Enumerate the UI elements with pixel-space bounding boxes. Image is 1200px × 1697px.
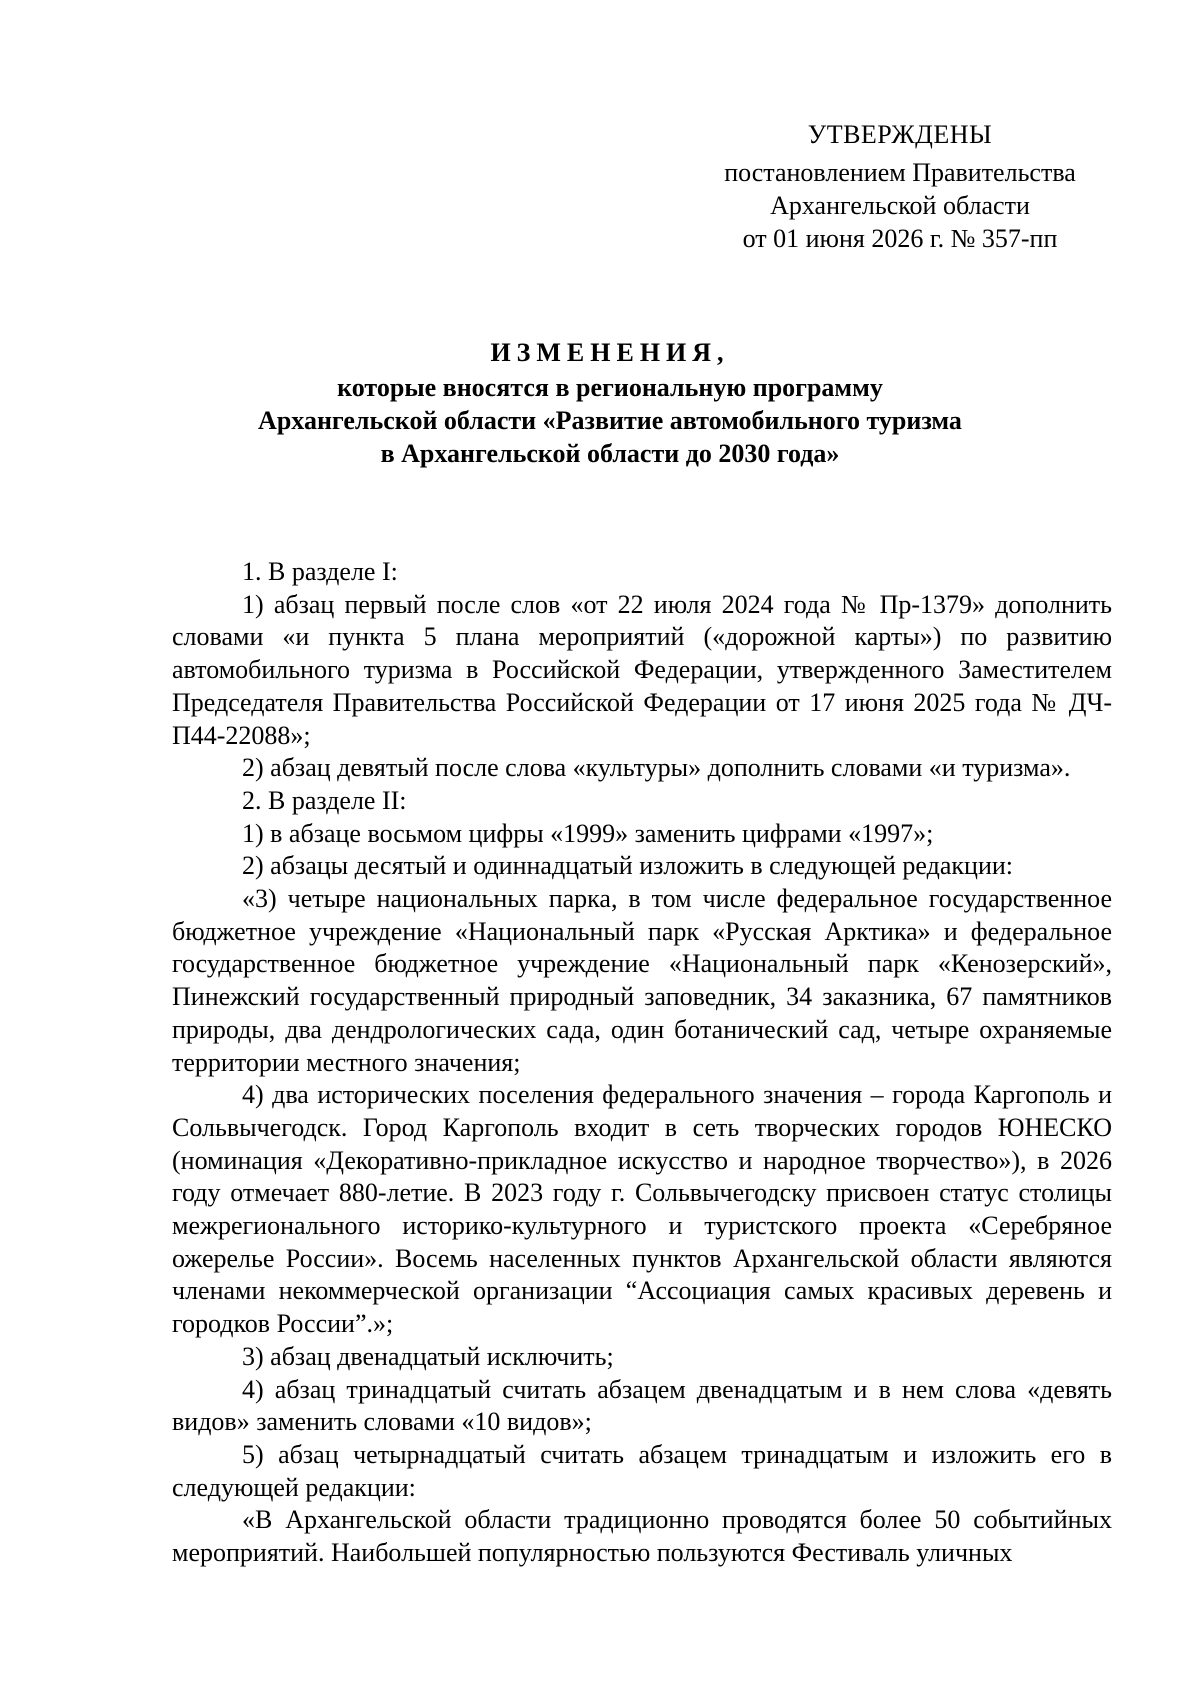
approval-line: Архангельской области <box>770 191 1030 220</box>
title-line: которые вносятся в региональную программу <box>337 373 883 402</box>
body-paragraph: 4) два исторических поселения федерального значения – города Каргополь и Сольвычегодск. Город Каргополь входит в сеть творческих городов ЮНЕСКО (номинация «Декоративно-прикладное искусство и народное творчество»), в 2026 году отмечает 880-летие. В 2023 году г. Сольвычегодску присвоен статус столицы межрегионального историко-культурного и туристского проекта «Серебряное ожерелье России». Восемь населенных пунктов Архангельской области являются членами некоммерческой организации “Ассоциация самых красивых деревень и городков России”.»; <box>172 1080 1112 1339</box>
body-paragraph: 2) абзацы десятый и одиннадцатый изложить в следующей редакции: <box>242 851 1013 881</box>
approval-line: от 01 июня 2026 г. № 357-пп <box>742 224 1058 253</box>
body-paragraph: «3) четыре национальных парка, в том числе федеральное государственное бюджетное учреждение «Национальный парк «Русская Арктика» и федеральное государственное бюджетное учреждение «Национальный парк «Кенозерский», Пинежский государственный природный заповедник, 34 заказника, 67 памятников природы, два дендрологических сада, один ботанический сад, четыре охраняемые территории местного значения; <box>172 884 1112 1077</box>
body-paragraph: 2. В разделе II: <box>242 785 407 815</box>
body-paragraph: 2) абзац девятый после слова «культуры» дополнить словами «и туризма». <box>242 753 1071 783</box>
title-line: Архангельской области «Развитие автомобильного туризма <box>258 406 962 435</box>
document-body <box>172 556 1112 1570</box>
body-paragraph: 3) абзац двенадцатый исключить; <box>242 1341 614 1371</box>
body-paragraph: 1) в абзаце восьмом цифры «1999» заменить цифрами «1997»; <box>242 818 934 848</box>
approval-line: постановлением Правительства <box>724 158 1076 187</box>
body-paragraph: 1) абзац первый после слов «от 22 июля 2024 года № Пр-1379» дополнить словами «и пункта 5 плана мероприятий («дорожной карты») по развитию автомобильного туризма в Российской Федерации, утвержденного Заместителем Председателя Правительства Российской Федерации от 17 июня 2025 года № ДЧ-П44-22088»; <box>172 589 1112 750</box>
body-paragraph: «В Архангельской области традиционно проводятся более 50 событийных мероприятий. Наибольшей популярностью пользуются Фестиваль уличных <box>172 1505 1112 1568</box>
document-title <box>170 336 1050 470</box>
body-paragraph: 1. В разделе I: <box>242 557 398 586</box>
title-line: в Архангельской области до 2030 года» <box>380 439 840 468</box>
body-paragraph: 5) абзац четырнадцатый считать абзацем тринадцатым и изложить его в следующей редакции: <box>172 1439 1112 1502</box>
title-main: ИЗМЕНЕНИЯ, <box>490 338 730 367</box>
approval-heading: УТВЕРЖДЕНЫ <box>807 120 993 149</box>
approval-stamp <box>700 118 1100 255</box>
body-paragraph: 4) абзац тринадцатый считать абзацем двенадцатым и в нем слова «девять видов» заменить словами «10 видов»; <box>172 1374 1112 1437</box>
